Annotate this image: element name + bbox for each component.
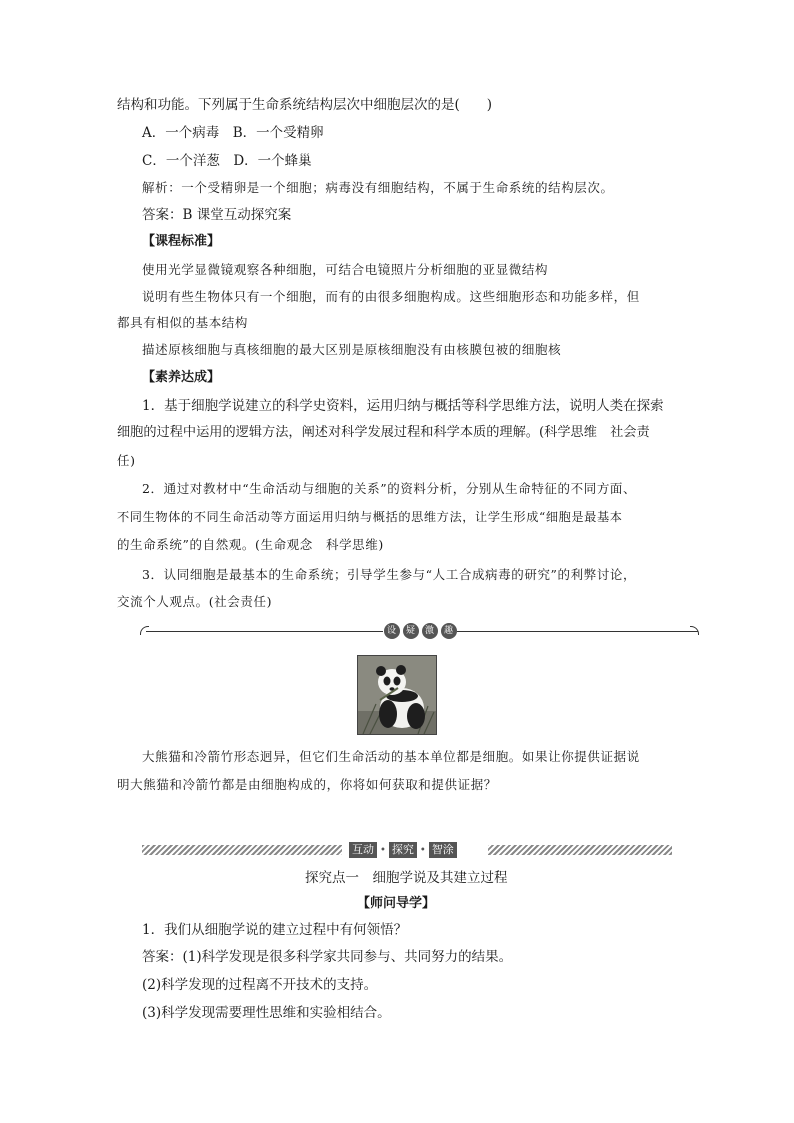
question-stem: 结构和功能。下列属于生命系统结构层次中细胞层次的是( ) [117, 97, 493, 113]
standards-line-1: 使用光学显微镜观察各种细胞，可结合电镜照片分析细胞的亚显微结构 [142, 262, 549, 277]
question-analysis: 解析：一个受精卵是一个细胞；病毒没有细胞结构，不属于生命系统的结构层次。 [142, 180, 614, 195]
intro-banner-badge [383, 622, 457, 640]
section-banner-part: 探究 [389, 842, 417, 858]
explore-question-1: 1．我们从细胞学说的建立过程中有何领悟？ [142, 922, 408, 938]
literacy-item-2a: 2．通过对教材中“生命活动与细胞的关系”的资料分析，分别从生命特征的不同方面、 [142, 481, 637, 496]
intro-banner-corner-right [690, 626, 699, 635]
question-options-ab: A．一个病毒 B．一个受精卵 [142, 125, 324, 141]
intro-line-2: 明大熊猫和冷箭竹都是由细胞构成的，你将如何获取和提供证据？ [117, 777, 497, 792]
panda-illustration [358, 656, 436, 734]
intro-banner-corner-left [140, 626, 149, 635]
standards-line-2a: 说明有些生物体只有一个细胞，而有的由很多细胞构成。这些细胞形态和功能多样，但 [142, 289, 640, 304]
intro-banner-char: 疑 [403, 623, 419, 639]
literacy-item-2c: 的生命系统”的自然观。(生命观念 科学思维) [117, 537, 384, 552]
section-banner-hatch-left [142, 845, 342, 855]
explore-answer-2: (2)科学发现的过程离不开技术的支持。 [142, 977, 378, 993]
panda-photo [357, 655, 437, 735]
section-banner-part: 智涂 [429, 842, 457, 858]
intro-banner-char: 设 [384, 623, 400, 639]
separator-dot: • [380, 844, 386, 856]
literacy-heading: 【素养达成】 [142, 370, 221, 385]
section-banner-hatch-right [486, 845, 672, 855]
standards-heading: 【课程标准】 [142, 234, 221, 249]
literacy-item-3a: 3．认同细胞是最基本的生命系统；引导学生参与“人工合成病毒的研究”的利弊讨论， [142, 567, 637, 582]
explore-answer-1: 答案：(1)科学发现是很多科学家共同参与、共同努力的结果。 [142, 949, 513, 965]
question-answer: 答案：B 课堂互动探究案 [142, 207, 292, 223]
intro-line-1: 大熊猫和冷箭竹形态迥异，但它们生命活动的基本单位都是细胞。如果让你提供证据说 [142, 749, 640, 764]
literacy-item-1a: 1．基于细胞学说建立的科学史资料，运用归纳与概括等科学思维方法，说明人类在探索 [142, 398, 664, 414]
question-options-cd: C．一个洋葱 D．一个蜂巢 [142, 153, 312, 169]
standards-line-2b: 都具有相似的基本结构 [117, 315, 249, 330]
literacy-item-1b: 细胞的过程中运用的逻辑方法，阐述对科学发展过程和科学本质的理解。(科学思维 社会责 [117, 425, 650, 440]
explore-title: 探究点一 细胞学说及其建立过程 [305, 870, 508, 886]
literacy-item-2b: 不同生物体的不同生命活动等方面运用归纳与概括的思维方法，让学生形成“细胞是最基本 [117, 510, 623, 524]
explore-answer-3: (3)科学发现需要理性思维和实验相结合。 [142, 1005, 391, 1021]
intro-banner-char: 趣 [441, 623, 457, 639]
section-banner-badge [346, 841, 488, 859]
literacy-item-1c: 任) [117, 453, 136, 468]
standards-line-3: 描述原核细胞与真核细胞的最大区别是原核细胞没有由核膜包被的细胞核 [142, 342, 562, 357]
section-banner-part: 互动 [349, 842, 377, 858]
literacy-item-3b: 交流个人观点。(社会责任) [117, 594, 273, 609]
intro-banner-char: 激 [422, 623, 438, 639]
explore-subheading: 【师问导学】 [357, 896, 436, 911]
separator-dot: • [419, 844, 426, 856]
